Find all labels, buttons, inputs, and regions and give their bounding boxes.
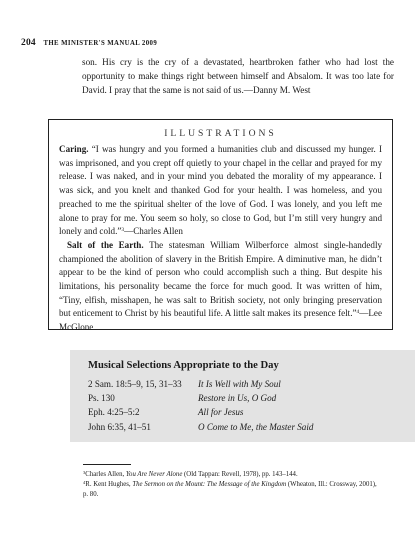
illustration-text: “I was hungry and you formed a humanities club and discussed my hunger. I was imprisoned, and you crept off quietly to your chapel in the cellar and prayed for my release. I was naked, and in your mind you debated the morality of my appearance. I was sick, and you knelt and thanked God for your health. I was homeless, and you preached to me the spiritual shelter of the love of God. I was lonely, and you left me alone to pray for me. You seem so holy, so close to God, but I’m still very hungry and lonely and cold.” [59, 144, 382, 237]
footnote-publication: (Old Tappan: Revell, 1978), pp. 143–144. [182, 471, 298, 478]
illustration-attribution: —Charles Allen [124, 226, 183, 237]
illustration-title: Salt of the Earth. [67, 239, 144, 250]
running-title: THE MINISTER'S MANUAL 2009 [43, 40, 158, 47]
music-row [88, 420, 401, 434]
illustrations-box [48, 119, 393, 333]
illustrations-heading: ILLUSTRATIONS [164, 128, 277, 139]
page-number: 204 [21, 38, 36, 48]
footnote-author: Charles Allen, [85, 471, 126, 478]
music-row [88, 377, 401, 391]
footnote-ref: 3 [121, 227, 125, 234]
footnote [83, 470, 383, 480]
footnote-publication: (Wheaton, Ill.: Crossway, 2001), p. 80. [83, 480, 377, 498]
running-header [21, 38, 157, 48]
song-title: O Come to Me, the Master Said [198, 421, 314, 432]
illustration-caring [59, 143, 382, 239]
song-title: Restore in Us, O God [198, 393, 277, 404]
scripture-reference: 2 Sam. 18:5–9, 15, 31–33 [88, 379, 182, 389]
footnote-divider [83, 464, 131, 465]
intro-paragraph: son. His cry is the cry of a devastated, heartbroken father who had lost the opportunity to make things right between himself and Absalom. It was too late for David. I pray that the same is not said of us.—Danny M. West [82, 57, 394, 95]
footnote-work: The Sermon on the Mount: The Message of the Kingdom [132, 480, 287, 488]
music-row [88, 405, 401, 419]
musical-selections-title: Musical Selections Appropriate to the Day [88, 360, 279, 371]
footnote-ref: 4 [356, 309, 360, 316]
musical-selections-box [70, 350, 415, 442]
footnote-number: 4 [83, 479, 86, 485]
song-title: It Is Well with My Soul [198, 379, 281, 389]
illustration-text: The statesman William Wilberforce almost single-handedly championed the abolition of slavery in the British Empire. A diminutive man, he didn’t appear to be the kind of person who could accomplish such a thing. But despite his limitations, his personality became the force for much good. It was written of him, “Tiny, elfish, misshapen, he was salt to British society, not only bringing preservation but enticement to Christ by his beautiful life. A little salt makes its presence felt.” [59, 239, 383, 319]
song-title: All for Jesus [198, 407, 244, 418]
footnote [83, 480, 383, 500]
music-row [88, 391, 401, 405]
footnote-work: You Are Never Alone [125, 471, 183, 478]
scripture-reference: John 6:35, 41–51 [88, 421, 151, 432]
footnote-number: 3 [83, 470, 86, 475]
illustration-attribution: —Lee McGlone [59, 308, 382, 333]
scripture-reference: Ps. 130 [88, 393, 115, 404]
footnotes [83, 470, 383, 499]
illustration-salt [59, 239, 382, 335]
scripture-reference: Eph. 4:25–5:2 [88, 407, 140, 418]
illustration-title: Caring. [59, 144, 89, 154]
footnote-author: R. Kent Hughes, [85, 480, 133, 488]
